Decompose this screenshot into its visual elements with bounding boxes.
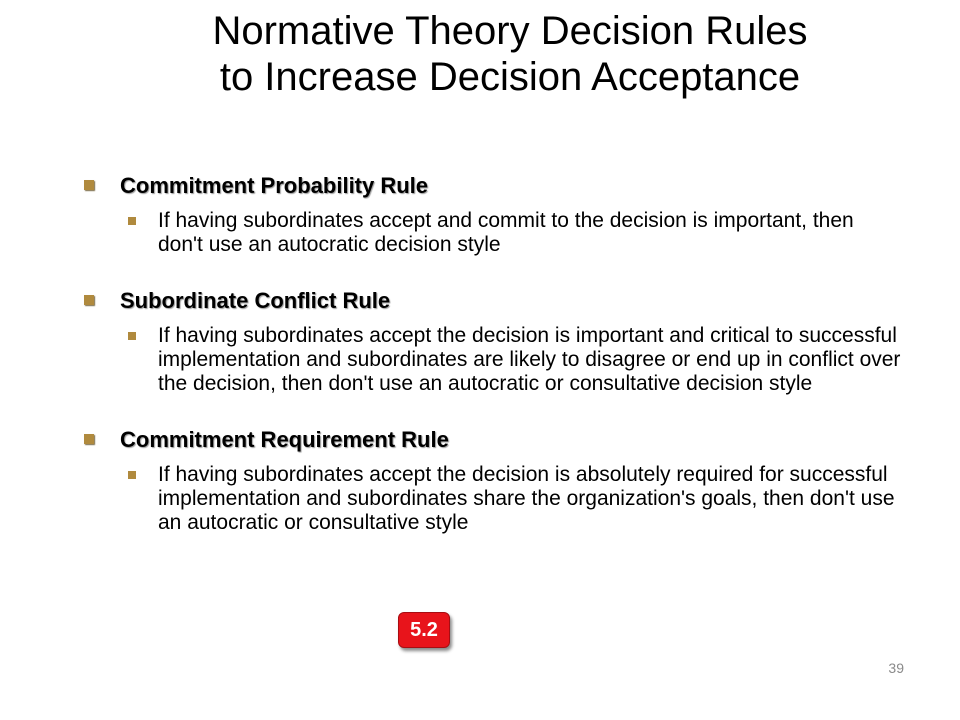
square-bullet-icon: [84, 295, 94, 305]
rule-detail: [128, 209, 904, 257]
square-bullet-icon: [84, 434, 94, 444]
rule-heading-text: Commitment Requirement Rule: [120, 427, 449, 452]
square-bullet-icon: [128, 217, 136, 225]
rules-list: [84, 172, 904, 535]
page-number: 39: [888, 660, 904, 676]
rule-detail: [128, 324, 904, 396]
title-line-2: to Increase Decision Acceptance: [219, 55, 801, 99]
rule-subordinate-conflict: [84, 287, 904, 396]
rule-detail-text: If having subordinates accept the decision is absolutely required for successful implementation and subordinates share the organization's goals, then don't use an autocratic or consultative style: [158, 463, 895, 534]
rule-heading: [84, 426, 904, 454]
square-bullet-icon: [128, 332, 136, 340]
rule-commitment-requirement: [84, 426, 904, 535]
slide-title: [0, 8, 960, 100]
square-bullet-icon: [84, 180, 94, 190]
rule-detail: [128, 463, 904, 535]
section-badge: 5.2: [398, 612, 450, 648]
rule-detail-text: If having subordinates accept and commit to the decision is important, then don't use an autocratic decision style: [158, 209, 854, 256]
rule-heading: [84, 287, 904, 315]
rule-commitment-probability: [84, 172, 904, 257]
rule-heading-text: Commitment Probability Rule: [120, 173, 429, 198]
rule-heading-text: Subordinate Conflict Rule: [120, 288, 391, 313]
rule-heading: [84, 172, 904, 200]
square-bullet-icon: [128, 471, 136, 479]
rule-detail-text: If having subordinates accept the decision is important and critical to successful implementation and subordinates are likely to disagree or end up in conflict over the decision, then don't use an autocratic or consultative decision style: [158, 324, 901, 395]
title-line-1: Normative Theory Decision Rules: [212, 9, 808, 53]
